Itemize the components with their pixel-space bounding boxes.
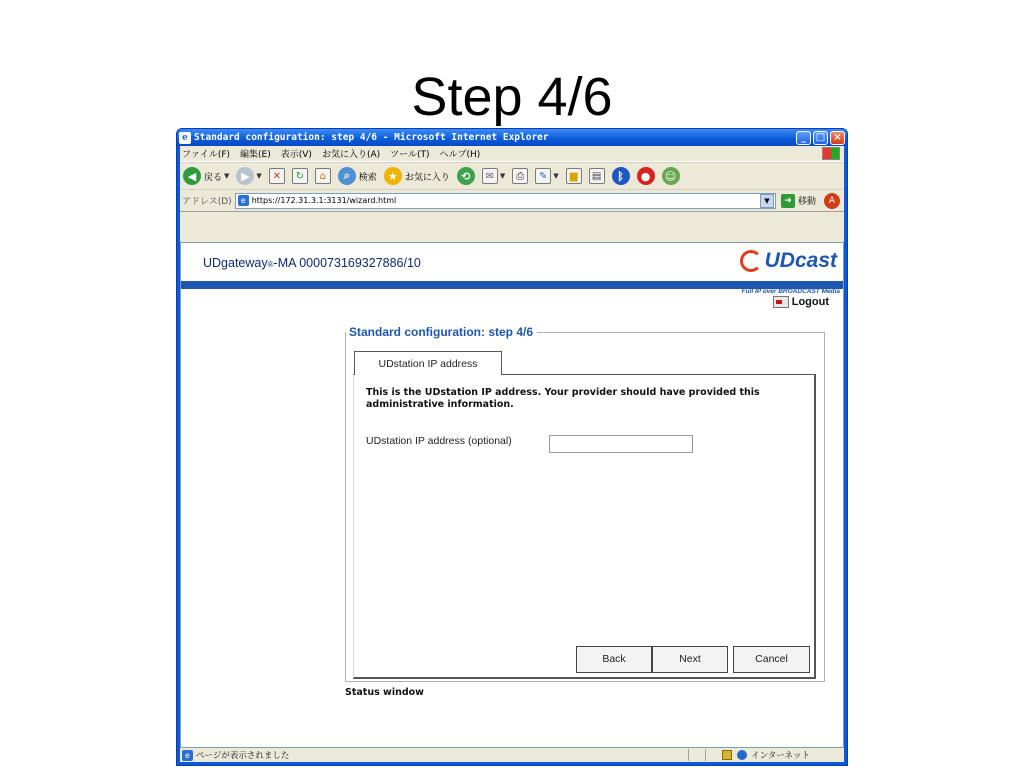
back-wizard-button[interactable]: Back [576,646,652,673]
print-button[interactable] [512,168,528,184]
dropdown-caret-icon: ▼ [553,172,559,180]
logout-label: Logout [791,296,829,308]
star-icon: ★ [384,167,402,185]
history-button[interactable] [457,167,475,185]
messenger-icon: ● [637,167,655,185]
product-name-text: UDgateway [203,256,268,270]
ip-address-label: UDstation IP address (optional) [366,435,512,447]
maximize-button[interactable]: □ [813,131,828,145]
forward-arrow-icon: ▶ [236,167,254,185]
page-content [180,242,844,748]
status-text: ページが表示されました [196,751,290,761]
ie-logo-icon: e [179,132,191,144]
search-button[interactable] [338,167,377,185]
security-zone: インターネット [751,751,810,761]
go-label: 移動 [797,197,816,207]
pdf-icon[interactable]: A [824,193,840,209]
favorites-button[interactable] [384,167,450,185]
wizard-legend: Standard configuration: step 4/6 [346,325,537,339]
research-icon: ▤ [589,168,605,184]
tab-panel [353,374,816,679]
browser-chrome [180,146,844,762]
messenger-button[interactable] [637,167,655,185]
page-done-icon: e [182,750,193,761]
toolbar [180,162,844,190]
menu-help[interactable]: ヘルプ(H) [439,150,481,160]
menu-tools[interactable]: ツール(T) [390,150,430,160]
folder-button[interactable] [566,168,582,184]
menubar [180,146,844,162]
menu-favorites[interactable]: お気に入り(A) [321,150,381,160]
mail-icon: ✉ [482,168,498,184]
udcast-logo [740,249,837,273]
contacts-button[interactable] [662,167,680,185]
back-label: 戻る [204,172,223,183]
home-icon: ⌂ [315,168,331,184]
window-title: Standard configuration: step 4/6 - Microsoft Internet Explorer [194,132,549,143]
favorites-label: お気に入り [404,172,450,183]
folder-icon: ▆ [566,168,582,184]
windows-logo-icon [822,147,840,160]
menu-file[interactable]: ファイル(F) [182,150,231,160]
home-button[interactable] [315,168,331,184]
mail-button[interactable] [482,168,505,184]
next-button[interactable]: Next [652,646,728,673]
window-titlebar [177,129,847,146]
address-url[interactable]: https://172.31.3.1:3131/wizard.html [251,196,397,205]
dropdown-caret-icon: ▼ [499,172,506,180]
product-serial: -MA 000073169327886/10 [273,256,421,270]
history-icon: ⟲ [457,167,475,185]
status-divider [688,749,689,761]
info-text: This is the UDstation IP address. Your provider should have provided this administrative information. [366,387,760,410]
cancel-button[interactable]: Cancel [733,646,810,673]
address-bar [180,190,844,212]
browser-window [176,128,848,766]
research-button[interactable] [589,168,605,184]
dropdown-caret-icon: ▼ [256,172,262,180]
brand-name: UDcast [764,249,837,272]
ip-address-input[interactable] [549,435,693,453]
globe-icon [737,750,747,760]
registered-mark: ® [267,260,274,269]
menu-view[interactable]: 表示(V) [280,150,312,160]
slide-title: Step 4/6 [411,67,613,127]
brand-tagline: Full IP over BROADCAST Media [741,288,840,295]
forward-button[interactable] [236,167,261,185]
logout-icon [773,296,789,308]
status-window-label: Status window [345,687,424,698]
go-arrow-icon: ➜ [781,194,795,208]
menu-edit[interactable]: 編集(E) [240,150,271,160]
edit-button[interactable] [535,168,558,184]
back-arrow-icon: ◀ [183,167,201,185]
print-icon: ⎙ [512,168,528,184]
product-name [203,256,421,270]
contacts-icon: ☺ [662,167,680,185]
minimize-button[interactable]: _ [796,131,811,145]
dropdown-caret-icon: ▼ [224,172,230,180]
stop-icon: ✕ [269,168,285,184]
status-bar [180,748,844,762]
logout-link[interactable] [773,296,829,308]
address-label: アドレス(D) [182,197,232,207]
bluetooth-button[interactable] [612,167,630,185]
back-button[interactable] [183,167,229,185]
udcast-ring-icon [740,250,762,272]
search-icon: ⌕ [338,167,356,185]
lock-icon [722,750,732,760]
go-button[interactable] [781,194,816,208]
refresh-icon: ↻ [292,168,308,184]
refresh-button[interactable] [292,168,308,184]
wizard-fieldset [345,325,825,682]
address-dropdown-icon[interactable]: ▼ [760,194,774,208]
search-label: 検索 [358,172,377,183]
status-divider [705,749,706,761]
stop-button[interactable] [269,168,285,184]
tab-udstation-ip[interactable]: UDstation IP address [354,351,502,375]
address-input[interactable] [235,193,776,209]
edit-icon: ✎ [535,168,551,184]
close-button[interactable]: × [830,131,845,145]
page-header [181,243,843,281]
page-icon: e [238,195,249,206]
bluetooth-icon: ᛒ [612,167,630,185]
